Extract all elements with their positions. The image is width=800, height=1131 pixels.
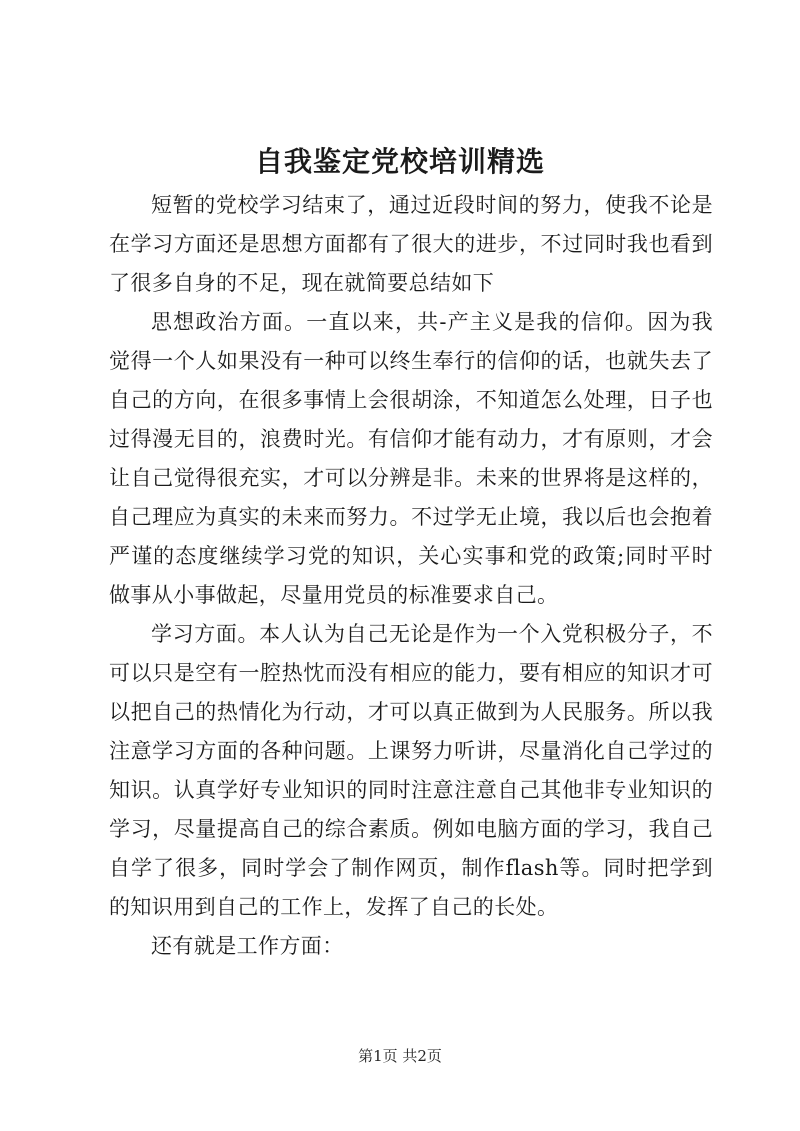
paragraph-political-thought: 思想政治方面。一直以来，共-产主义是我的信仰。因为我觉得一个人如果没有一种可以终生奉行的信仰的话，也就失去了自己的方向，在很多事情上会很胡涂，不知道怎么处理，日子也过得漫无目的，浪费时光。有信仰才能有动力，才有原则，才会让自己觉得很充实，才可以分辨是非。未来的世界将是这样的，自己理应为真实的未来而努力。不过学无止境，我以后也会抱着严谨的态度继续学习党的知识，关心实事和党的政策;同时平时做事从小事做起，尽量用党员的标准要求自己。 [109,310,713,607]
paragraph-study: 学习方面。本人认为自己无论是作为一个入党积极分子，不可以只是空有一腔热忱而没有相应的能力，要有相应的知识才可以把自己的热情化为行动，才可以真正做到为人民服务。所以我注意学习方面的各种问题。上课努力听讲，尽量消化自己学过的知识。认真学好专业知识的同时注意注意自己其他非专业知识的学习，尽量提高自己的综合素质。例如电脑方面的学习，我自己自学了很多，同时学会了制作网页，制作flash等。同时把学到的知识用到自己的工作上，发挥了自己的长处。 [109,622,713,919]
document-title: 自我鉴定党校培训精选 [254,145,545,178]
paragraph-work: 还有就是工作方面： [151,934,344,958]
page-number-footer: 第1页 共2页 [358,1047,442,1065]
document-body [109,186,713,966]
paragraph-intro: 短暂的党校学习结束了，通过近段时间的努力，使我不论是在学习方面还是思想方面都有了很大的进步，不过同时我也看到了很多自身的不足，现在就简要总结如下 [109,193,713,295]
